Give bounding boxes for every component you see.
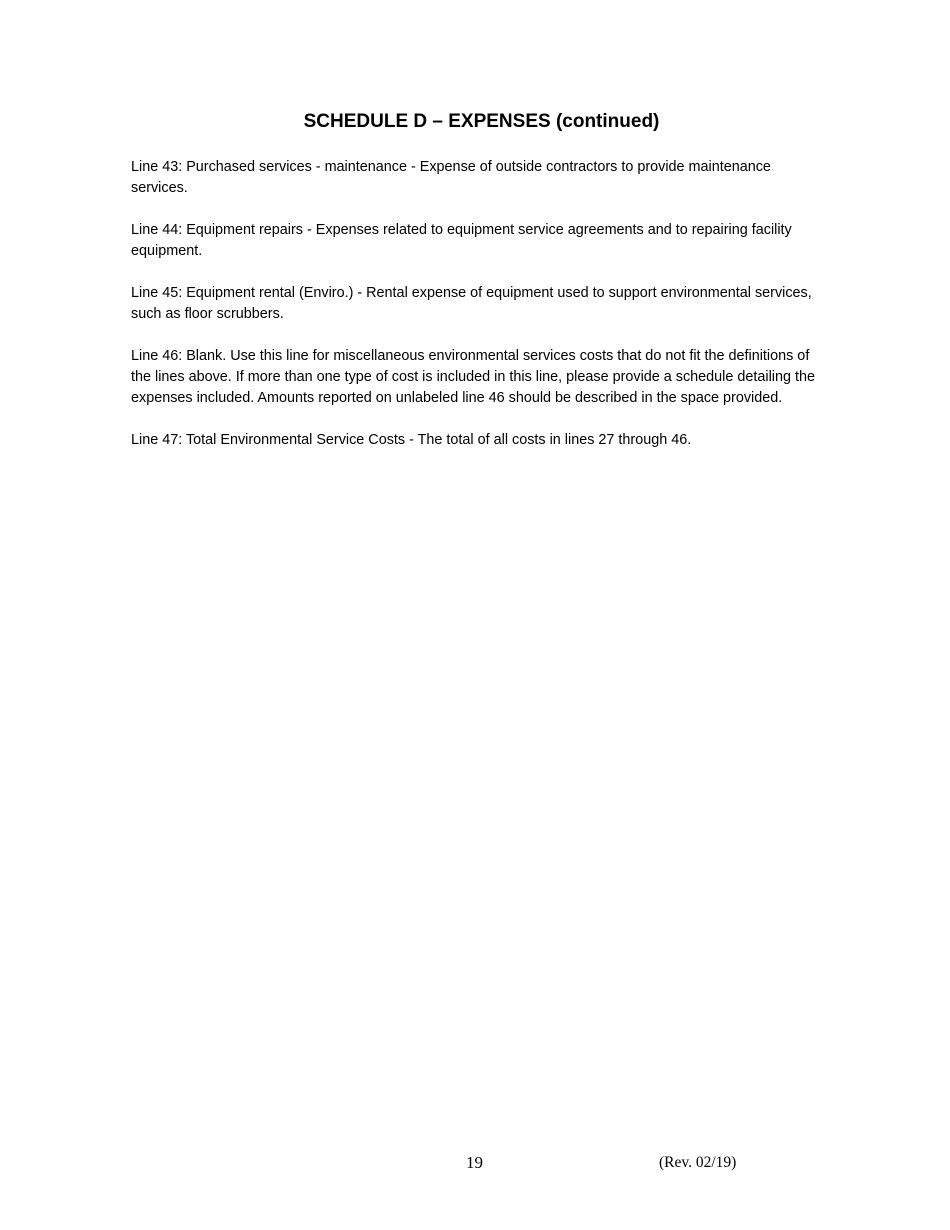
line-descriptions bbox=[131, 157, 831, 472]
line-46-description: Line 46: Blank. Use this line for miscellaneous environmental services costs that do not fit the definitions of the lines above. If more than one type of cost is included in this line, please provide a schedule detailing the expenses included. Amounts reported on unlabeled line 46 should be described in the space provided. bbox=[131, 348, 815, 406]
page-number: 19 bbox=[466, 1153, 483, 1172]
revision-date: (Rev. 02/19) bbox=[659, 1154, 737, 1171]
line-45-description: Line 45: Equipment rental (Enviro.) - Rental expense of equipment used to support environmental services, such as floor scrubbers. bbox=[131, 285, 812, 322]
line-44-description: Line 44: Equipment repairs - Expenses related to equipment service agreements and to repairing facility equipment. bbox=[131, 222, 792, 259]
line-43-description: Line 43: Purchased services - maintenance - Expense of outside contractors to provide maintenance services. bbox=[131, 159, 771, 196]
line-47-description: Line 47: Total Environmental Service Costs - The total of all costs in lines 27 through 46. bbox=[131, 432, 692, 448]
page-title: SCHEDULE D – EXPENSES (continued) bbox=[303, 111, 660, 132]
